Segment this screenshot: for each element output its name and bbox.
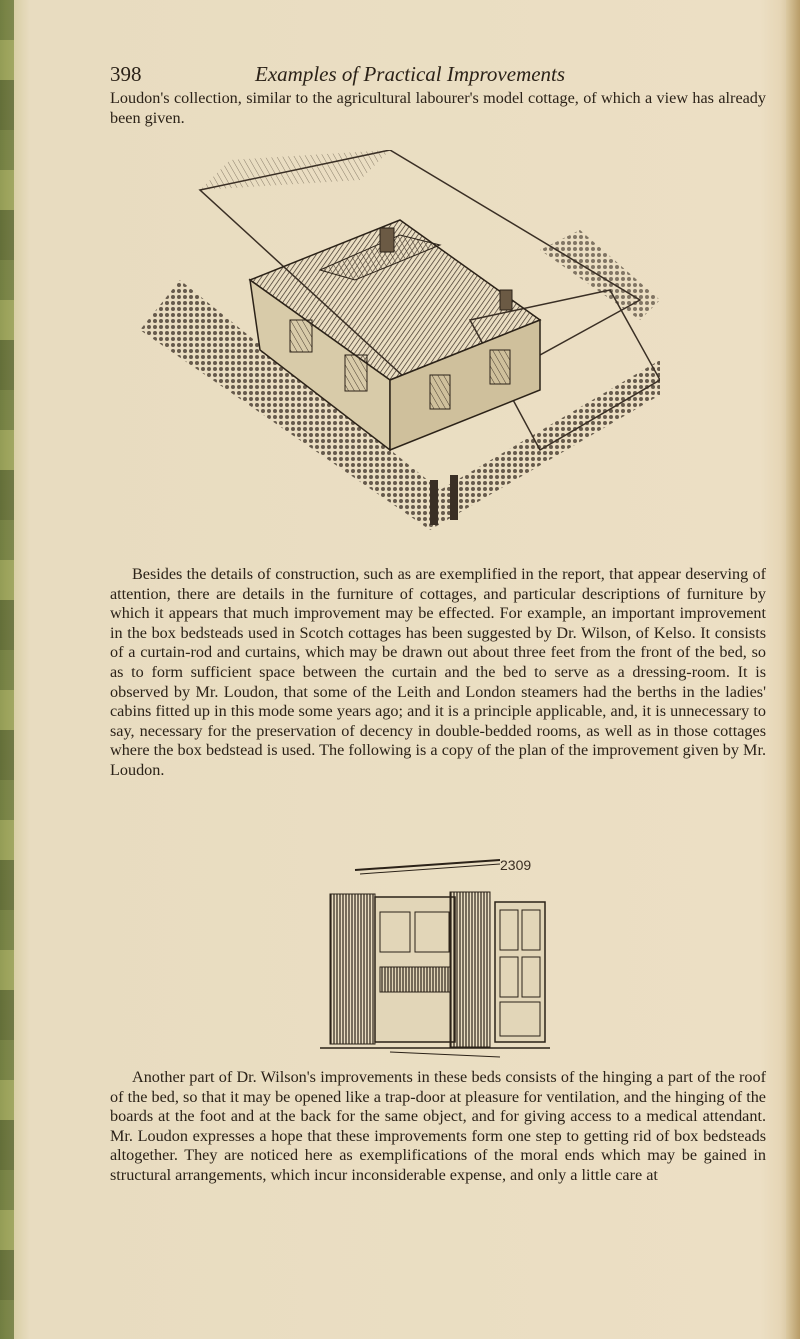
running-title: Examples of Practical Improvements xyxy=(255,62,566,86)
box-bedstead-illustration xyxy=(300,852,570,1062)
page-edge xyxy=(786,0,800,1339)
page-number: 398 xyxy=(110,62,142,86)
binding-edge xyxy=(0,0,14,1339)
page-header xyxy=(110,62,730,90)
paragraph-box-bedsteads: Besides the details of construction, such as are exemplified in the report, that appear deserving of attention, there are details in the furniture of cottages, and particular descriptions of furniture by which it appears that much improvement may be effected. For example, an important improvement in the box bedsteads used in Scotch cottages has been suggested by Dr. Wilson, of Kelso. It consists of a curtain-rod and curtains, which may be drawn out about three feet from the front of the bed, so as to form sufficient space between the curtain and the bed to serve as a dressing-room. It is observed by Mr. Loudon, that some of the Leith and London steamers had the berths in the ladies' cabins fitted up in this mode some years ago; and it is a principle applicable, and, it is unnecessary to say, necessary for the preservation of decency in double-bedded rooms, as well as in those cottages where the box bedstead is used. The following is a copy of the plan of the improvement given by Mr. Loudon. xyxy=(110,565,766,779)
paragraph-intro: Loudon's collection, similar to the agricultural labourer's model cottage, of which a view has already been given. xyxy=(110,89,766,127)
figure-number: 2309 xyxy=(500,857,532,873)
paragraph-ventilation: Another part of Dr. Wilson's improvements in these beds consists of the hinging a part of the roof of the bed, so that it may be opened like a trap-door at pleasure for ventilation, and the hinging of the boards at the foot and at the back for the same object, and for giving access to a medical attendant. Mr. Loudon expresses a hope that these improvements form one step to getting rid of box bedsteads altogether. They are noticed here as exemplifications of the moral ends which may be gained in structural arrangements, which incur inconsiderable expense, and only a little care at xyxy=(110,1068,766,1184)
cottage-illustration xyxy=(140,150,660,558)
